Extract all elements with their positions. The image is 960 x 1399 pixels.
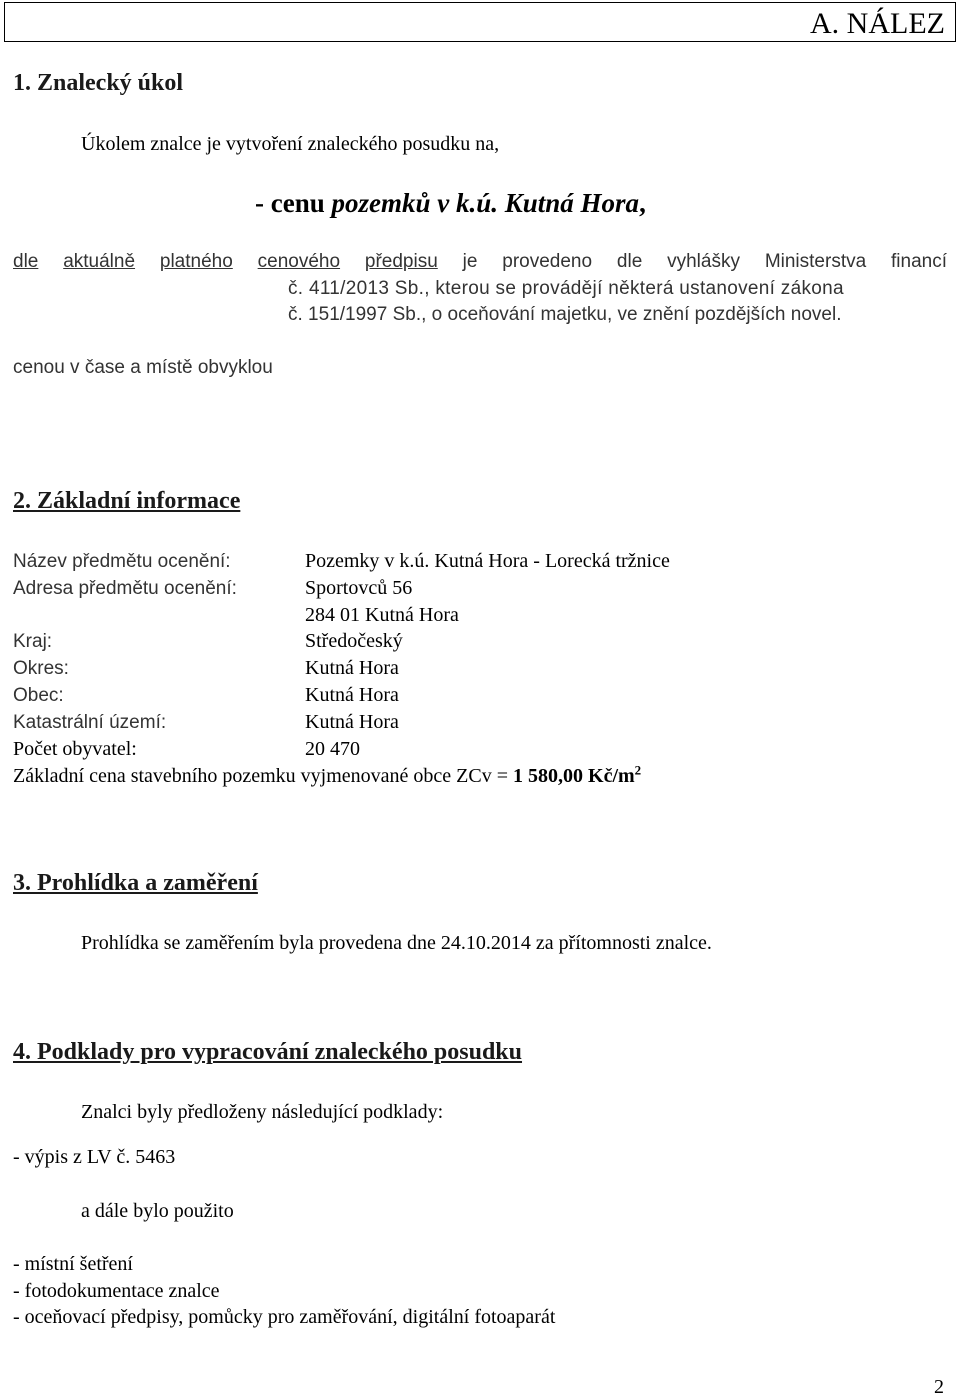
header-box xyxy=(4,2,956,42)
info-label: Obec: xyxy=(13,685,64,706)
regulation-line3: č. 151/1997 Sb., o oceňování majetku, ve znění pozdějších novel. xyxy=(288,304,842,325)
info-value: Středočeský xyxy=(305,630,403,652)
section1-title: 1. Znalecký úkol xyxy=(13,70,184,96)
section4-title: 4. Podklady pro vypracování znaleckého posudku xyxy=(13,1039,523,1065)
section-header-label: A. NÁLEZ xyxy=(810,7,945,40)
info-label: Adresa předmětu ocenění: xyxy=(13,578,237,599)
info-value: Kutná Hora xyxy=(305,657,399,679)
regulation-word: dle xyxy=(13,251,39,272)
regulation-word: je xyxy=(462,251,478,272)
task-line xyxy=(255,188,646,219)
info-label: Název předmětu ocenění: xyxy=(13,551,231,572)
regulation-word: vyhlášky xyxy=(667,251,740,272)
task-suffix: , xyxy=(639,188,646,218)
base-price-sup: 2 xyxy=(634,762,642,778)
info-value: Kutná Hora xyxy=(305,711,399,733)
section1-intro: Úkolem znalce je vytvoření znaleckého posudku na, xyxy=(81,133,500,155)
section3-title: 3. Prohlídka a zaměření xyxy=(13,870,258,896)
regulation-word: cenového xyxy=(257,251,341,272)
section3-text: Prohlídka se zaměřením byla provedena dne 24.10.2014 za přítomnosti znalce. xyxy=(81,932,712,954)
base-price-value: 1 580,00 Kč/m xyxy=(513,765,635,787)
list-item: - oceňovací předpisy, pomůcky pro zaměřování, digitální fotoaparát xyxy=(13,1306,556,1328)
info-label: Kraj: xyxy=(13,631,53,652)
list-item: - místní šetření xyxy=(13,1253,133,1275)
regulation-word: provedeno xyxy=(502,251,593,272)
info-value: 20 470 xyxy=(305,738,360,760)
regulation-word: aktuálně xyxy=(63,251,136,272)
task-prefix: - cenu xyxy=(255,188,332,218)
regulation-line1 xyxy=(13,251,947,273)
list-item: - fotodokumentace znalce xyxy=(13,1280,220,1302)
regulation-line4: cenou v čase a místě obvyklou xyxy=(13,357,273,378)
base-price-line xyxy=(13,762,642,788)
info-label: Okres: xyxy=(13,658,69,679)
info-label: Počet obyvatel: xyxy=(13,738,137,760)
page-number: 2 xyxy=(934,1376,944,1398)
regulation-word: předpisu xyxy=(364,251,438,272)
regulation-word: financí xyxy=(891,251,947,272)
info-label: Katastrální území: xyxy=(13,712,167,733)
info-value: Pozemky v k.ú. Kutná Hora - Lorecká tržnice xyxy=(305,550,670,572)
task-italic: pozemků v k.ú. Kutná Hora xyxy=(331,188,640,218)
section4-intro: Znalci byly předloženy následující podklady: xyxy=(81,1101,444,1123)
info-value: 284 01 Kutná Hora xyxy=(305,604,459,626)
regulation-word: Ministerstva xyxy=(764,251,867,272)
regulation-line2: č. 411/2013 Sb., kterou se provádějí některá ustanovení zákona xyxy=(288,278,844,299)
info-value: Sportovců 56 xyxy=(305,577,413,599)
regulation-word: platného xyxy=(159,251,233,272)
section4-also: a dále bylo použito xyxy=(81,1200,234,1222)
section4-document: - výpis z LV č. 5463 xyxy=(13,1146,176,1168)
section2-title: 2. Základní informace xyxy=(13,488,241,514)
regulation-word: dle xyxy=(616,251,643,272)
info-value: Kutná Hora xyxy=(305,684,399,706)
base-price-label: Základní cena stavebního pozemku vyjmenované obce ZCv = xyxy=(13,765,514,787)
